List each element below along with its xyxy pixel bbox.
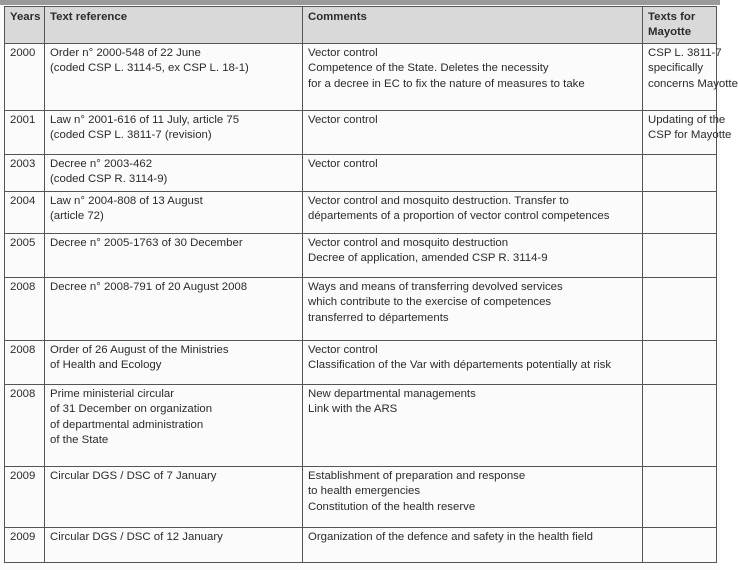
- text-reference-line: Law n° 2001-616 of 11 July, article 75: [50, 113, 240, 126]
- comments-line: Constitution of the health reserve: [308, 500, 476, 513]
- mayotte-line: concerns Mayotte: [648, 77, 738, 90]
- text-reference-line: of Health and Ecology: [50, 359, 162, 372]
- year-cell: 2009: [5, 466, 45, 527]
- table-row: [5, 191, 717, 233]
- header-texts-for-mayotte: Texts for Mayotte: [643, 7, 717, 44]
- comments-line: Ways and means of transferring devolved services: [308, 280, 563, 293]
- text-reference-cell: [45, 466, 303, 527]
- text-reference-cell: [45, 384, 303, 466]
- mayotte-cell: [643, 233, 717, 277]
- year-cell: 2003: [5, 154, 45, 191]
- text-reference-cell: [45, 277, 303, 340]
- mayotte-cell: [643, 466, 717, 527]
- comments-cell: [303, 191, 643, 233]
- comments-line: Link with the ARS: [308, 403, 398, 416]
- mayotte-cell: [643, 43, 738, 110]
- text-reference-line: Order n° 2000-548 of 22 June: [50, 46, 201, 59]
- header-row: [5, 7, 717, 44]
- mayotte-line: specifically: [648, 62, 704, 75]
- table-row: [5, 277, 717, 340]
- comments-line: Establishment of preparation and response: [308, 469, 526, 482]
- year-cell: 2001: [5, 110, 45, 154]
- year-cell: 2004: [5, 191, 45, 233]
- comments-line: départements of a proportion of vector control competences: [308, 210, 610, 223]
- text-reference-line: Circular DGS / DSC of 12 January: [50, 530, 223, 543]
- table-body: [5, 43, 738, 562]
- text-reference-line: (article 72): [50, 210, 104, 223]
- comments-line: Competence of the State. Deletes the necessity: [308, 62, 549, 75]
- mayotte-cell: [643, 154, 717, 191]
- text-reference-line: Decree n° 2005-1763 of 30 December: [50, 236, 243, 249]
- comments-cell: [303, 466, 643, 527]
- comments-cell: [303, 154, 643, 191]
- mayotte-line: CSP L. 3811-7: [648, 46, 722, 59]
- table-row: [5, 110, 717, 154]
- comments-cell: [303, 277, 643, 340]
- table-row: [5, 384, 717, 466]
- text-reference-cell: [45, 527, 303, 562]
- text-reference-line: Decree n° 2003-462: [50, 157, 153, 170]
- mayotte-cell: [643, 384, 717, 466]
- text-reference-cell: [45, 340, 303, 384]
- comments-cell: [303, 384, 643, 466]
- comments-line: Vector control and mosquito destruction. Transfer to: [308, 194, 569, 207]
- comments-cell: [303, 340, 643, 384]
- comments-line: New departmental managements: [308, 387, 476, 400]
- mayotte-cell: [643, 277, 717, 340]
- text-reference-line: of the State: [50, 434, 109, 447]
- text-reference-line: Decree n° 2008-791 of 20 August 2008: [50, 280, 248, 293]
- comments-line: Vector control and mosquito destruction: [308, 236, 509, 249]
- comments-line: Vector control: [308, 46, 378, 59]
- year-cell: 2008: [5, 277, 45, 340]
- comments-line: Vector control: [308, 113, 378, 126]
- text-reference-line: (coded CSP L. 3114-5, ex CSP L. 18-1): [50, 62, 249, 75]
- comments-cell: [303, 527, 643, 562]
- comments-cell: [303, 233, 643, 277]
- table-row: [5, 154, 717, 191]
- table-row: [5, 527, 717, 562]
- year-cell: 2009: [5, 527, 45, 562]
- comments-line: Vector control: [308, 157, 378, 170]
- text-reference-line: Circular DGS / DSC of 7 January: [50, 469, 217, 482]
- comments-cell: [303, 110, 643, 154]
- text-reference-line: Law n° 2004-808 of 13 August: [50, 194, 203, 207]
- mayotte-line: Updating of the: [648, 113, 726, 126]
- text-reference-line: (coded CSP L. 3811-7 (revision): [50, 129, 212, 142]
- comments-line: Classification of the Var with départements potentially at risk: [308, 359, 612, 372]
- comments-line: Vector control: [308, 343, 378, 356]
- text-reference-cell: [45, 154, 303, 191]
- text-reference-line: of 31 December on organization: [50, 403, 213, 416]
- table-row: [5, 340, 717, 384]
- comments-line: which contribute to the exercise of competences: [308, 296, 552, 309]
- header-comments: Comments: [303, 7, 643, 44]
- text-reference-line: (coded CSP R. 3114-9): [50, 173, 168, 186]
- comments-cell: [303, 43, 643, 110]
- comments-line: Organization of the defence and safety in the health field: [308, 530, 593, 543]
- year-cell: 2000: [5, 43, 45, 110]
- comments-line: Decree of application, amended CSP R. 3114-9: [308, 252, 548, 265]
- legislation-table: [4, 6, 738, 563]
- text-reference-cell: [45, 110, 303, 154]
- header-years: Years: [5, 7, 45, 44]
- comments-line: to health emergencies: [308, 485, 421, 498]
- year-cell: 2008: [5, 384, 45, 466]
- comments-line: for a decree in EC to fix the nature of measures to take: [308, 77, 585, 90]
- mayotte-line: CSP for Mayotte: [648, 129, 732, 142]
- mayotte-cell: [643, 110, 732, 154]
- comments-line: transferred to départements: [308, 311, 449, 324]
- text-reference-cell: [45, 233, 303, 277]
- table-row: [5, 233, 717, 277]
- text-reference-line: Order of 26 August of the Ministries: [50, 343, 229, 356]
- mayotte-cell: [643, 527, 717, 562]
- table-row: [5, 43, 717, 110]
- text-reference-line: of departmental administration: [50, 418, 204, 431]
- text-reference-line: Prime ministerial circular: [50, 387, 175, 400]
- text-reference-cell: [45, 191, 303, 233]
- text-reference-cell: [45, 43, 303, 110]
- table-row: [5, 466, 717, 527]
- header-text-reference: Text reference: [45, 7, 303, 44]
- year-cell: 2005: [5, 233, 45, 277]
- top-border: [0, 0, 720, 5]
- mayotte-cell: [643, 191, 717, 233]
- year-cell: 2008: [5, 340, 45, 384]
- mayotte-cell: [643, 340, 717, 384]
